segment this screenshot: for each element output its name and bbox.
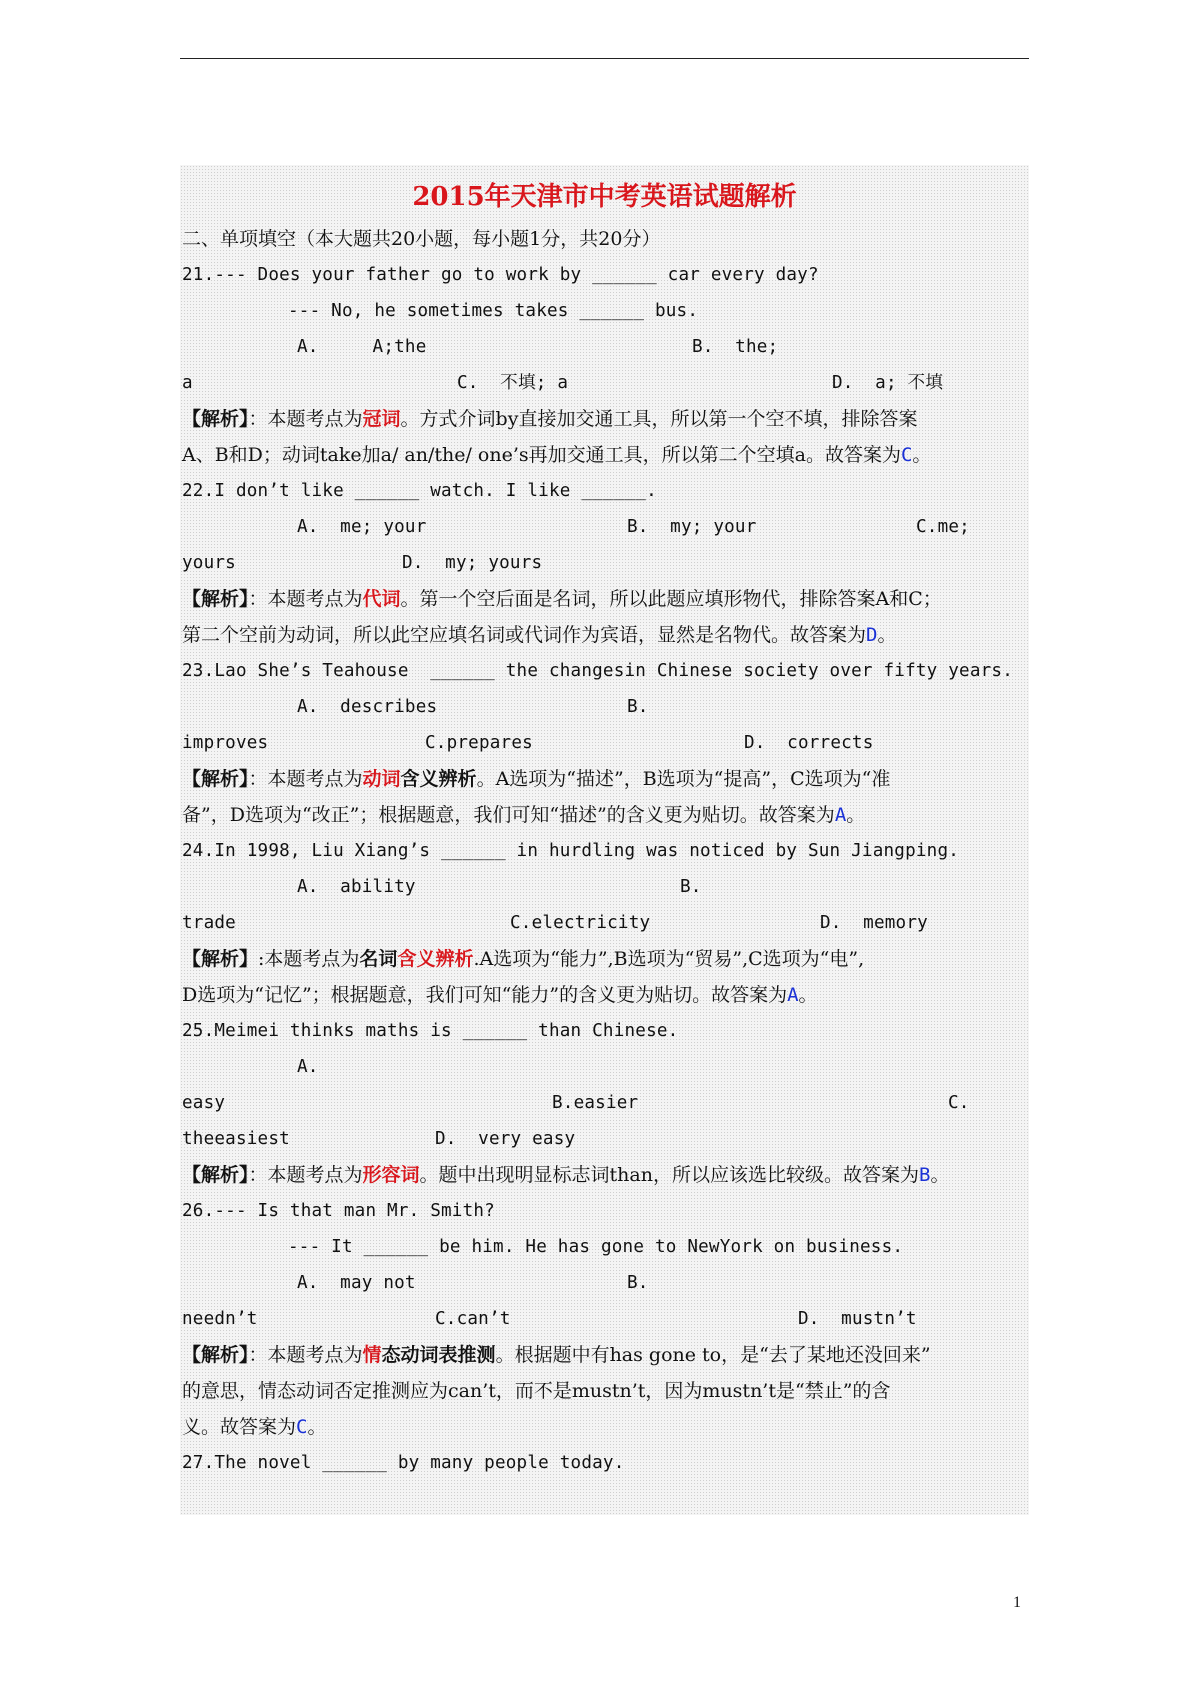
q21-stem: 21.--- Does your father go to work by ______ car every day?	[182, 265, 819, 285]
q24-option-b: B.	[680, 877, 702, 897]
q25-stem: 25.Meimei thinks maths is ______ than Chinese.	[182, 1021, 679, 1041]
q22-option-b: B. my; your	[627, 517, 757, 537]
keyword: 代词	[362, 588, 401, 610]
q23-option-b: B.	[627, 697, 649, 717]
q24-explanation-cont: D选项为“记忆”；根据题意，我们可知“能力”的含义更为贴切。故答案为A。	[182, 984, 818, 1006]
q25-option-a-cont: easy	[182, 1093, 226, 1113]
q25-option-a: A.	[297, 1057, 319, 1077]
q26-explanation: 【解析】：本题考点为情态动词表推测。根据题中有has gone to，是“去了某地还没回来”	[182, 1344, 931, 1366]
q22-explanation: 【解析】：本题考点为代词。第一个空后面是名词，所以此题应填形物代，排除答案A和C；	[182, 588, 942, 610]
q23-explanation-cont: 备”，D选项为“改正”；根据题意，我们可知“描述”的含义更为贴切。故答案为A。	[182, 804, 866, 826]
answer: D	[866, 624, 878, 646]
q23-option-b-cont: improves	[182, 733, 269, 753]
header-rule	[180, 58, 1029, 59]
q26-explanation-cont: 的意思，情态动词否定推测应为can’t，而不是mustn’t，因为mustn’t是“禁止”的含	[182, 1380, 891, 1402]
q23-explanation: 【解析】：本题考点为动词含义辨析。A选项为“描述”，B选项为“提高”，C选项为“准	[182, 768, 891, 790]
keyword: 动词	[362, 768, 401, 790]
q26-option-a: A. may not	[297, 1273, 416, 1293]
q25-option-c: C.	[948, 1093, 970, 1113]
q25-option-b: B.easier	[552, 1093, 639, 1113]
answer: C	[900, 444, 913, 466]
q22-option-c: C.me;	[916, 517, 970, 537]
q25-explanation: 【解析】：本题考点为形容词。题中出现明显标志词than，所以应该选比较级。故答案为B。	[182, 1164, 950, 1186]
q21-option-b-cont: a	[182, 373, 193, 393]
keyword: 形容词	[362, 1164, 420, 1186]
q24-option-d: D. memory	[820, 913, 928, 933]
q24-option-b-cont: trade	[182, 913, 236, 933]
q26-stem: 26.--- Is that man Mr. Smith?	[182, 1201, 495, 1221]
document-body	[180, 165, 1029, 1515]
q21-option-b: B. the;	[692, 337, 779, 357]
q21-option-c: C. 不填; a	[457, 373, 569, 393]
answer: C	[296, 1416, 308, 1438]
q26-option-d: D. mustn’t	[798, 1309, 917, 1329]
q23-stem: 23.Lao She’s Teahouse ______ the changesin Chinese society over fifty years.	[182, 661, 1014, 681]
q26-option-b: B.	[627, 1273, 649, 1293]
keyword: 情	[362, 1344, 382, 1366]
q26-option-b-cont: needn’t	[182, 1309, 258, 1329]
q26-explanation-end: 义。故答案为C。	[182, 1416, 327, 1438]
q22-option-d: D. my; yours	[402, 553, 543, 573]
analysis-label: 【解析】	[182, 408, 249, 430]
q22-option-a: A. me; your	[297, 517, 427, 537]
document-title: 2015年天津市中考英语试题解析	[412, 182, 797, 212]
q22-explanation-cont: 第二个空前为动词，所以此空应填名词或代词作为宾语，显然是名物代。故答案为D。	[182, 624, 897, 646]
section-heading: 二、单项填空（本大题共20小题，每小题1分，共20分）	[182, 228, 661, 250]
keyword: 冠词	[362, 408, 401, 430]
q21-option-a: A. A;the	[297, 337, 427, 357]
q25-option-d: D. very easy	[435, 1129, 576, 1149]
q21-explanation: 【解析】：本题考点为冠词。方式介词by直接加交通工具，所以第一个空不填，排除答案	[182, 408, 918, 430]
q24-explanation: 【解析】:本题考点为名词含义辨析.A选项为“能力”,B选项为“贸易”,C选项为“电”,	[182, 948, 865, 970]
q24-stem: 24.In 1998, Liu Xiang’s ______ in hurdling was noticed by Sun Jiangping.	[182, 841, 960, 861]
q23-option-d: D. corrects	[744, 733, 874, 753]
page-number: 1	[1013, 1594, 1021, 1611]
q21-stem-reply: --- No, he sometimes takes ______ bus.	[288, 301, 699, 321]
keyword: 含义辨析	[397, 948, 474, 970]
q27-stem: 27.The novel ______ by many people today.	[182, 1453, 625, 1473]
q23-option-a: A. describes	[297, 697, 438, 717]
q26-stem-reply: --- It ______ be him. He has gone to NewYork on business.	[288, 1237, 904, 1257]
q21-explanation-cont: A、B和D；动词take加a/ an/the/ one’s再加交通工具，所以第二个空填a。故答案为C。	[182, 444, 932, 466]
q22-stem: 22.I don’t like ______ watch. I like ______.	[182, 481, 657, 501]
answer: B	[919, 1164, 931, 1186]
answer: A	[834, 804, 847, 826]
q21-option-d: D. a; 不填	[832, 373, 944, 393]
q22-option-c-cont: yours	[182, 553, 236, 573]
q24-option-c: C.electricity	[510, 913, 651, 933]
q26-option-c: C.can’t	[435, 1309, 511, 1329]
q25-option-c-cont: theeasiest	[182, 1129, 290, 1149]
q24-option-a: A. ability	[297, 877, 416, 897]
q23-option-c: C.prepares	[425, 733, 533, 753]
answer: A	[787, 984, 799, 1006]
